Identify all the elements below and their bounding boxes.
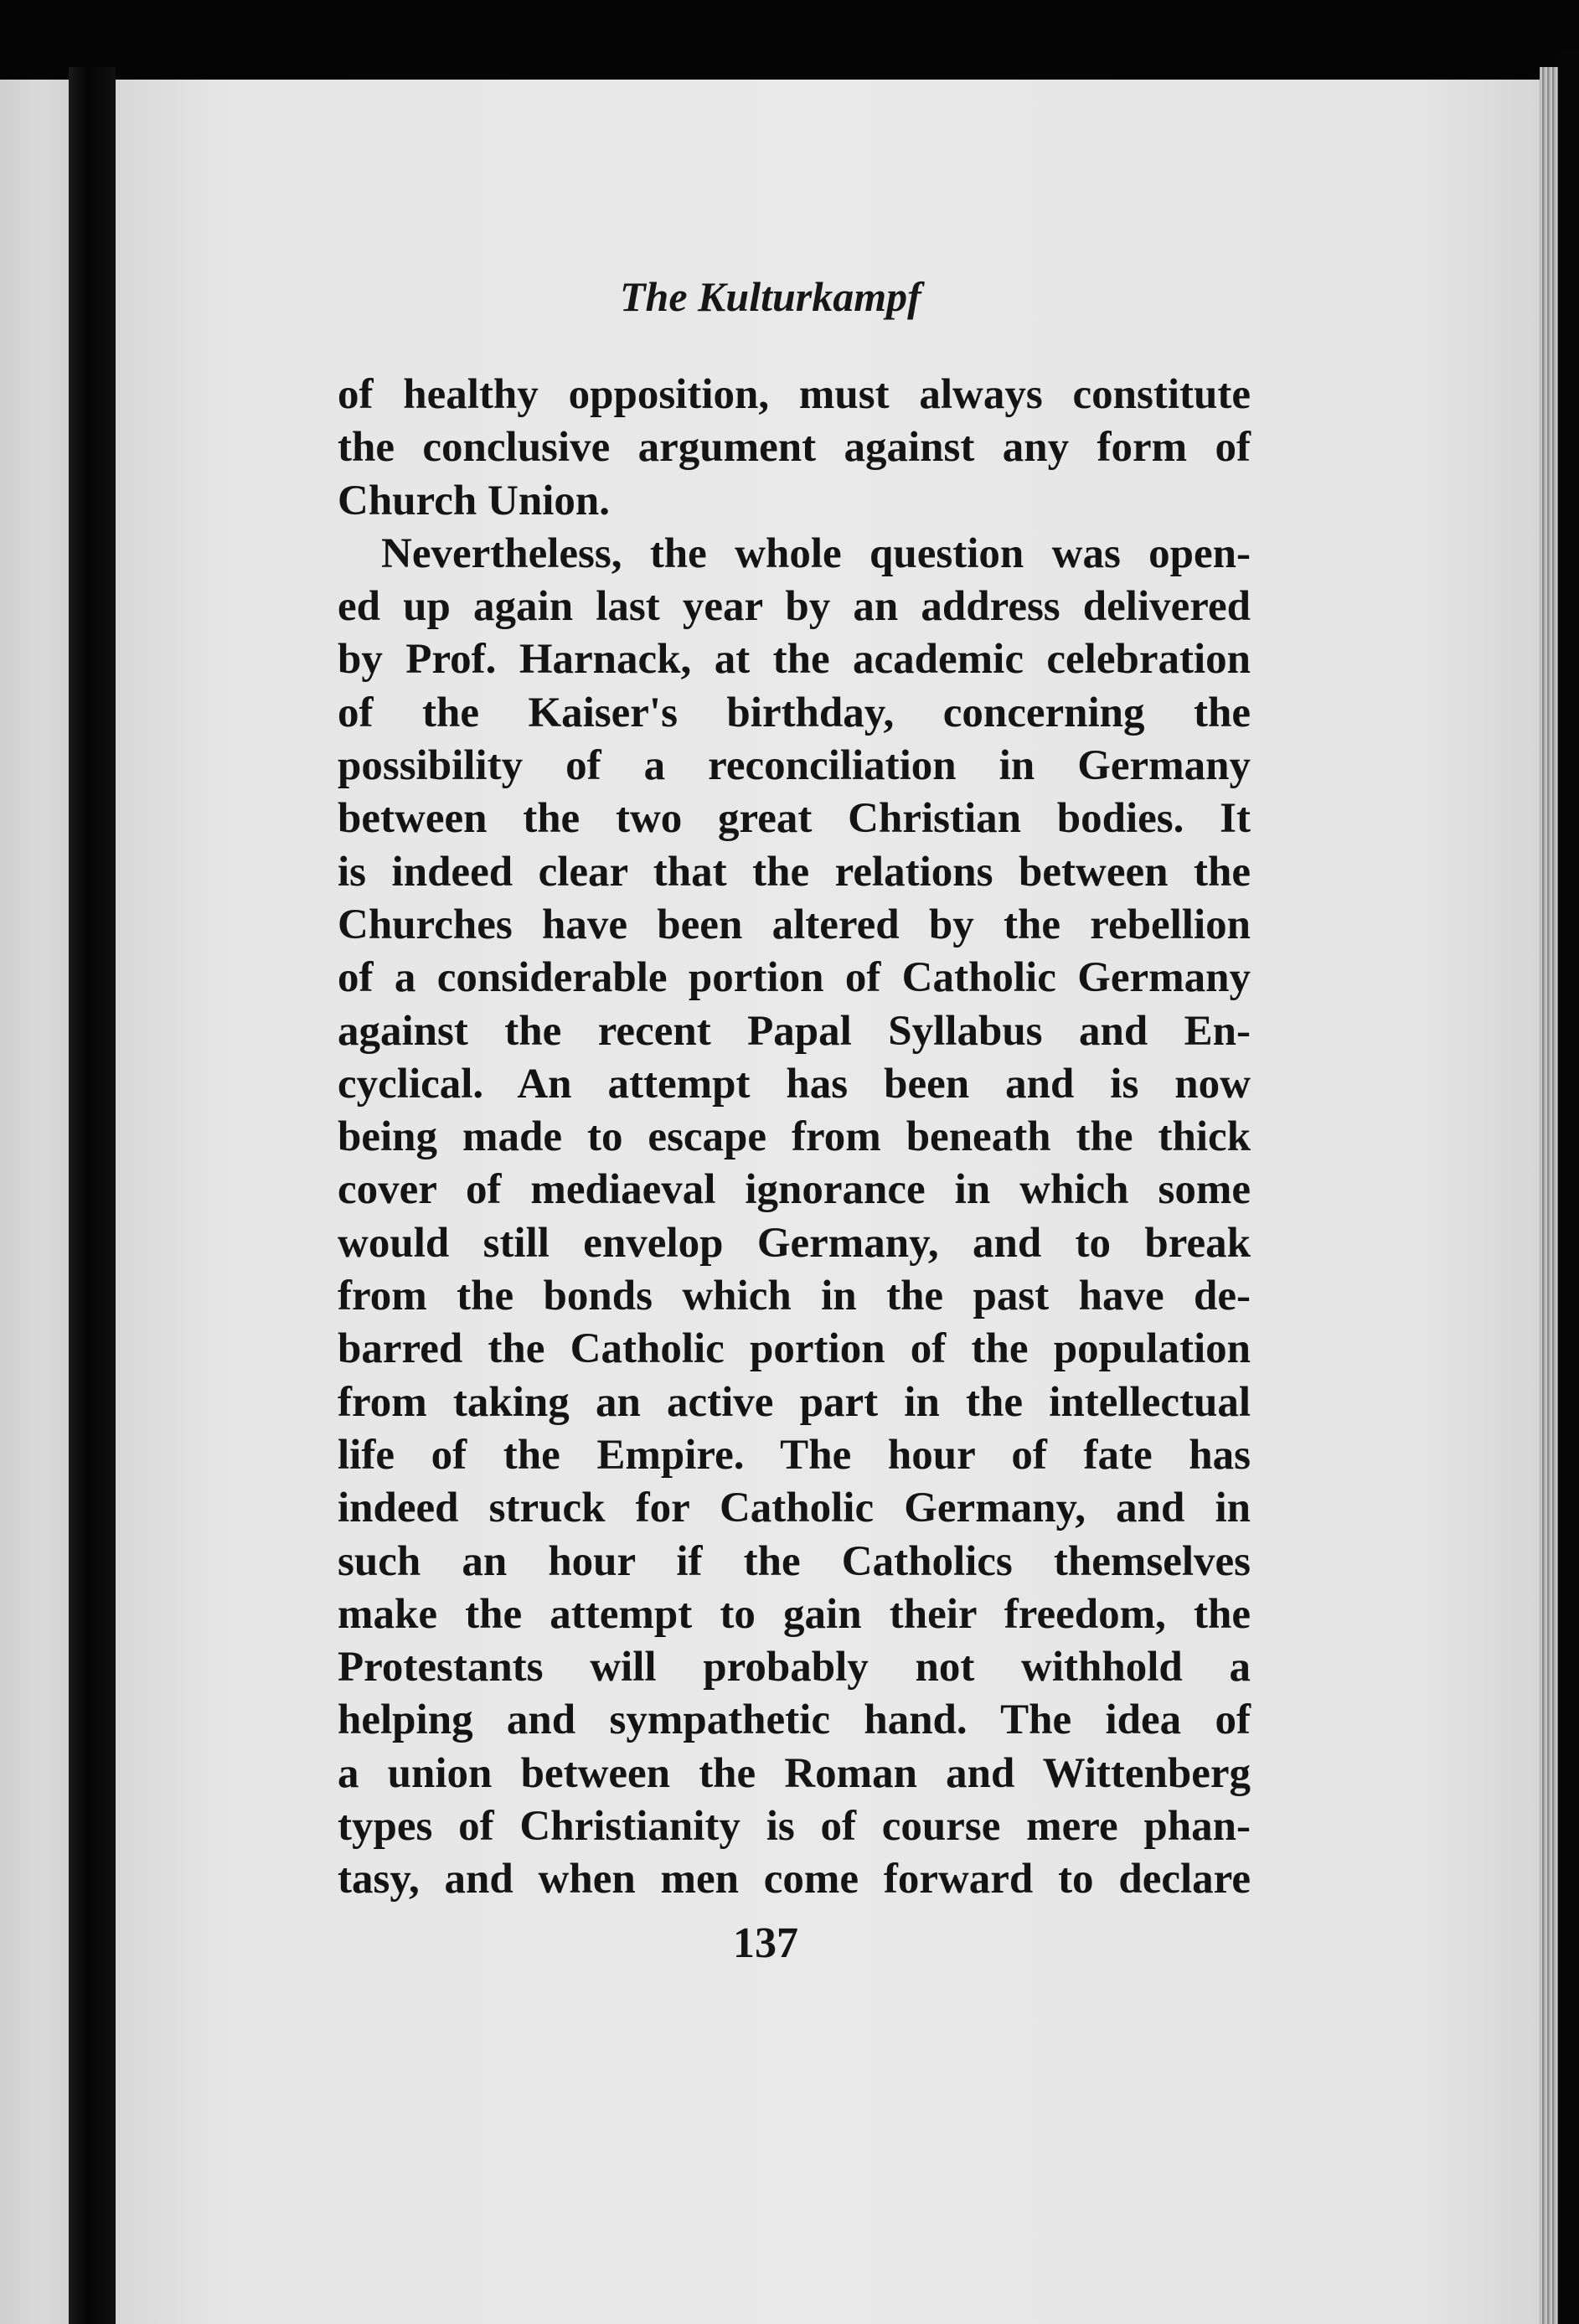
text-line: possibility of a reconciliation in Germany [338, 742, 1251, 790]
page-edge-stack [1540, 67, 1558, 2324]
text-line: cyclical. An attempt has been and is now [338, 1060, 1251, 1108]
text-line: Nevertheless, the whole question was open- [381, 529, 1251, 577]
text-line: being made to escape from beneath the thick [338, 1113, 1251, 1161]
text-line: barred the Catholic portion of the population [338, 1325, 1251, 1373]
text-line: is indeed clear that the relations between the [338, 848, 1251, 896]
facing-page-margin [0, 80, 69, 2324]
scan-top-border [0, 0, 1579, 80]
text-line: Church Union. [338, 477, 611, 524]
text-line: of healthy opposition, must always constitute [338, 371, 1251, 418]
text-line: a union between the Roman and Wittenberg [338, 1749, 1251, 1797]
text-line: ed up again last year by an address delivered [338, 583, 1251, 631]
text-line: helping and sympathetic hand. The idea of [338, 1697, 1251, 1744]
text-line: such an hour if the Catholics themselves [338, 1537, 1251, 1585]
scan-right-border [1558, 50, 1579, 2324]
text-line: would still envelop Germany, and to break [338, 1219, 1251, 1267]
text-line: from taking an active part in the intellectual [338, 1378, 1251, 1426]
page-number: 137 [733, 1919, 798, 1967]
text-line: the conclusive argument against any form of [338, 424, 1251, 472]
text-line: by Prof. Harnack, at the academic celebration [338, 636, 1251, 684]
body-text [338, 369, 1251, 1907]
running-head: The Kulturkampf [620, 273, 921, 320]
text-line: life of the Empire. The hour of fate has [338, 1431, 1251, 1479]
text-line: Churches have been altered by the rebellion [338, 901, 1251, 948]
book-gutter [69, 67, 116, 2324]
text-line: of a considerable portion of Catholic Germany [338, 954, 1251, 1002]
text-line: indeed struck for Catholic Germany, and in [338, 1485, 1251, 1532]
text-line: Protestants will probably not withhold a [338, 1644, 1251, 1691]
text-line: between the two great Christian bodies. It [338, 795, 1251, 843]
text-line: types of Christianity is of course mere phan- [338, 1803, 1251, 1851]
text-line: against the recent Papal Syllabus and En- [338, 1007, 1251, 1055]
text-line: cover of mediaeval ignorance in which some [338, 1166, 1251, 1214]
text-line: tasy, and when men come forward to declare [338, 1856, 1251, 1903]
text-line: make the attempt to gain their freedom, the [338, 1590, 1251, 1638]
text-line: of the Kaiser's birthday, concerning the [338, 689, 1251, 736]
text-line: from the bonds which in the past have de- [338, 1273, 1251, 1320]
